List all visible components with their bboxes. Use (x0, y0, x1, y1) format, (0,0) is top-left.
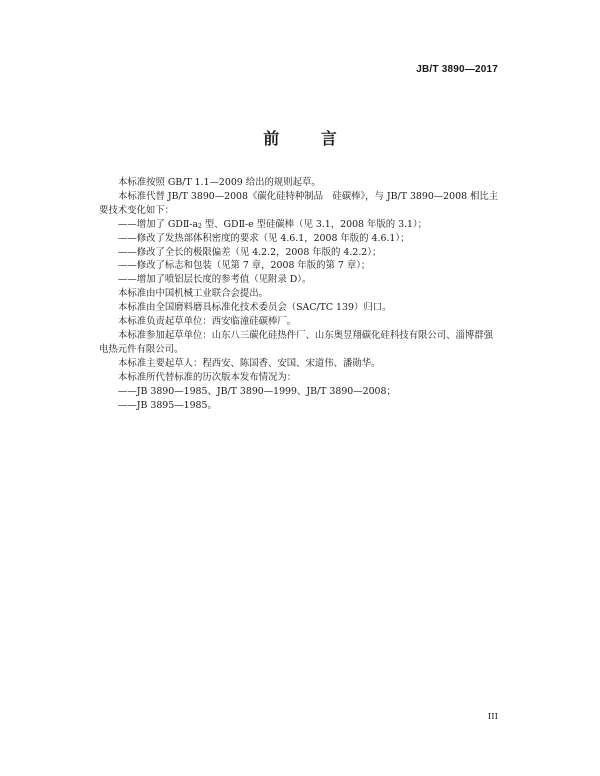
committee-paragraph: 本标准由全国磨料磨具标准化技术委员会（SAC/TC 139）归口。 (118, 302, 392, 314)
change-item: ——增加了喷铝层长度的参考值（见附录 D）。 (118, 274, 312, 286)
participating-drafters-paragraph: 本标准参加起草单位：山东八三碳化硅热件厂、山东奥昱翔碳化硅科技有限公司、淄博群强电热元件有限公司。 (99, 329, 494, 355)
history-intro-paragraph: 本标准所代替标准的历次版本发布情况为： (118, 371, 297, 383)
change-item (99, 218, 499, 232)
change-item: ——修改了标志和包装（见第 7 章，2008 年版的第 7 章）； (118, 260, 371, 272)
page-title: 前 言 (263, 129, 355, 148)
change-item-text: ——增加了 GDⅡ-a (118, 218, 198, 230)
main-drafters-paragraph: 本标准主要起草人：程西安、陈国香、安国、宋道伟、潘勋华。 (118, 357, 381, 369)
change-item: ——修改了发热部体积密度的要求（见 4.6.1，2008 年版的 4.6.1）； (118, 232, 410, 244)
lead-drafter-paragraph: 本标准负责起草单位：西安临潼硅碳棒厂。 (118, 316, 297, 328)
page-number: III (487, 712, 498, 722)
proposer-paragraph: 本标准由中国机械工业联合会提出。 (118, 288, 269, 300)
history-item: ——JB 3895—1985。 (118, 399, 217, 411)
change-item-text: 型、GDⅡ-e 型硅碳棒（见 3.1，2008 年版的 3.1）； (201, 218, 428, 230)
replacement-paragraph: 本标准代替 JB/T 3890—2008《碳化硅特种制品 硅碳棒》，与 JB/T 3890—2008 相比主要技术变化如下： (99, 190, 499, 216)
drafting-rule-paragraph: 本标准按照 GB/T 1.1—2009 给出的规则起草。 (118, 177, 321, 188)
foreword-body (99, 176, 499, 412)
subscript: 2 (198, 222, 202, 230)
history-item: ——JB 3890—1985、JB/T 3890—1999、JB/T 3890—2008； (118, 385, 396, 397)
change-item: ——修改了全长的极限偏差（见 4.2.2，2008 年版的 4.2.2）； (118, 246, 382, 258)
document-id: JB/T 3890—2017 (416, 64, 498, 75)
